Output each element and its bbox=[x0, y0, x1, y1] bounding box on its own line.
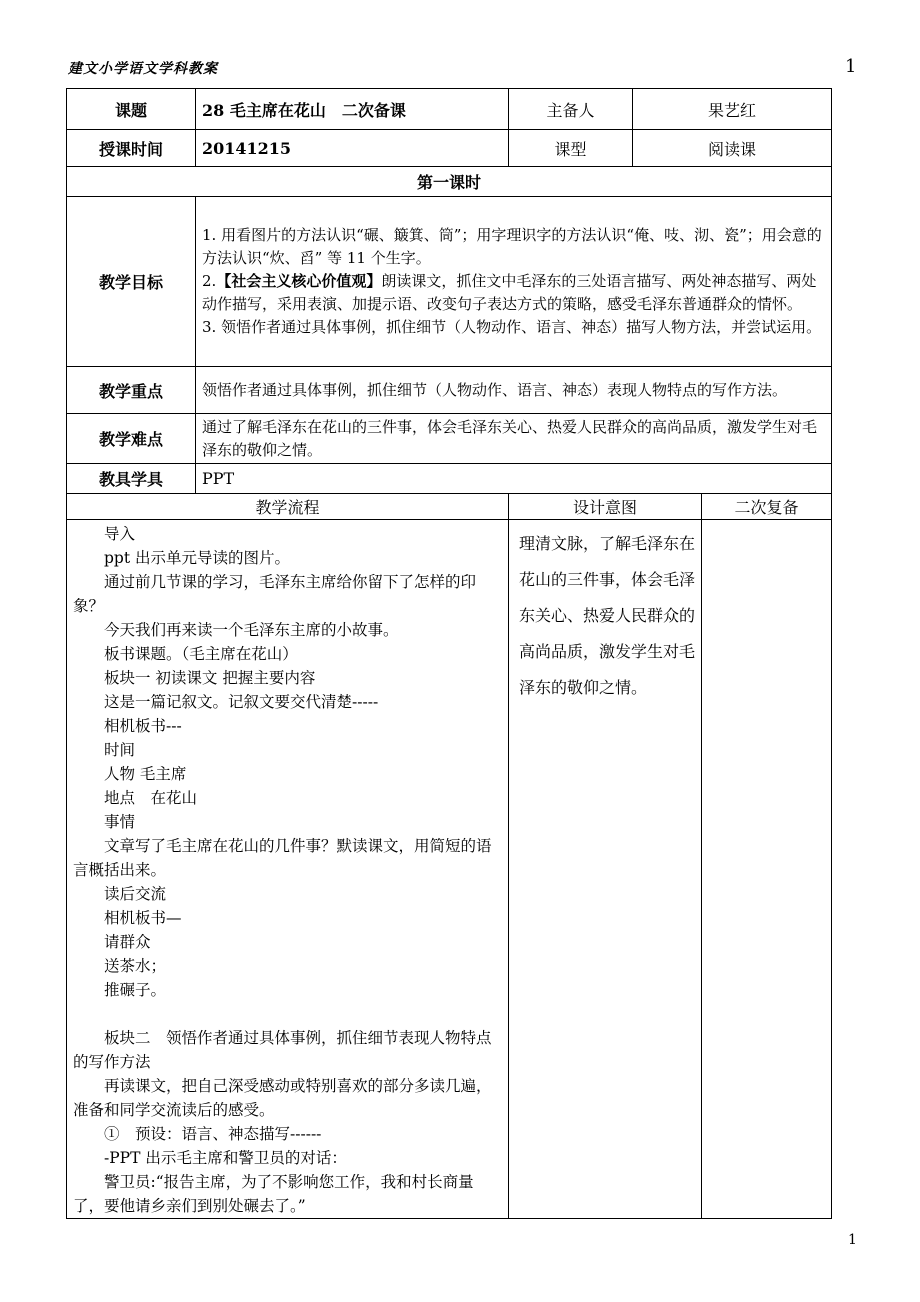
process-line: 通过前几节课的学习，毛泽东主席给你留下了怎样的印象？ bbox=[73, 573, 477, 615]
difficulty-label: 教学难点 bbox=[67, 414, 196, 464]
goals-content bbox=[196, 197, 832, 367]
school-header: 建文小学语文学科教案 bbox=[68, 61, 218, 77]
process-line: 时间 bbox=[104, 741, 136, 759]
process-header: 教学流程 bbox=[67, 494, 509, 520]
process-line: 相机板书— bbox=[104, 909, 182, 927]
process-line: 警卫员:“报告主席，为了不影响您工作，我和村长商量了，要他请乡亲们到别处碾去了。” bbox=[73, 1173, 474, 1215]
design-header: 设计意图 bbox=[509, 494, 702, 520]
second-prep-header: 二次复备 bbox=[702, 494, 832, 520]
lesson-plan-table bbox=[66, 88, 832, 1219]
preparer-value: 果艺红 bbox=[633, 89, 832, 130]
goal-2-tag: 【社会主义核心价值观】 bbox=[216, 272, 382, 290]
goal-1: 1. 用看图片的方法认识“碾、簸箕、筒”；用字理识字的方法认识“俺、吱、沏、瓷”；用会意的方法认识“炊、舀” 等 11 个生字。 bbox=[202, 226, 822, 267]
tools-text: PPT bbox=[196, 464, 832, 494]
time-label: 授课时间 bbox=[67, 130, 196, 167]
type-label: 课型 bbox=[509, 130, 633, 167]
tools-label: 教具学具 bbox=[67, 464, 196, 494]
process-line: 这是一篇记叙文。记叙文要交代清楚----- bbox=[104, 693, 379, 711]
process-line: 再读课文，把自己深受感动或特别喜欢的部分多读几遍，准备和同学交流读后的感受。 bbox=[73, 1077, 492, 1119]
section-title: 第一课时 bbox=[67, 167, 832, 197]
goal-2 bbox=[202, 270, 827, 316]
key-point-label: 教学重点 bbox=[67, 367, 196, 414]
page-number-top: 1 bbox=[845, 56, 857, 77]
process-line: 今天我们再来读一个毛泽东主席的小故事。 bbox=[104, 621, 399, 639]
process-content bbox=[67, 520, 509, 1219]
topic-label: 课题 bbox=[67, 89, 196, 130]
goal-2-number: 2. bbox=[202, 272, 217, 290]
process-line: 相机板书--- bbox=[104, 717, 182, 735]
process-line: 板书课题。（毛主席在花山） bbox=[104, 645, 298, 663]
process-line: 板块一 初读课文 把握主要内容 bbox=[104, 669, 316, 687]
process-line: 板块二 领悟作者通过具体事例，抓住细节表现人物特点的写作方法 bbox=[73, 1029, 492, 1071]
preparer-label: 主备人 bbox=[509, 89, 633, 130]
second-prep-cell bbox=[702, 520, 832, 1219]
blank-line bbox=[73, 1002, 502, 1026]
process-line: 请群众 bbox=[104, 933, 151, 951]
process-line: ① 预设：语言、神态描写------ bbox=[104, 1125, 322, 1143]
process-line: 送茶水； bbox=[104, 957, 167, 975]
type-value: 阅读课 bbox=[633, 130, 832, 167]
process-line: 读后交流 bbox=[104, 885, 167, 903]
difficulty-text: 通过了解毛泽东在花山的三件事，体会毛泽东关心、热爱人民群众的高尚品质，激发学生对毛泽东的敬仰之情。 bbox=[196, 414, 832, 464]
goals-label: 教学目标 bbox=[67, 197, 196, 367]
key-point-text: 领悟作者通过具体事例，抓住细节（人物动作、语言、神态）表现人物特点的写作方法。 bbox=[196, 367, 832, 414]
time-value: 20141215 bbox=[196, 130, 509, 167]
process-line: 人物 毛主席 bbox=[104, 765, 187, 783]
process-line: 事情 bbox=[104, 813, 136, 831]
process-line: 推碾子。 bbox=[104, 981, 167, 999]
topic-value: 28 毛主席在花山 二次备课 bbox=[196, 89, 509, 130]
process-line: ppt 出示单元导读的图片。 bbox=[104, 549, 291, 567]
process-line: 文章写了毛主席在花山的几件事？默读课文，用简短的语言概括出来。 bbox=[73, 837, 492, 879]
process-line: 导入 bbox=[104, 525, 136, 543]
process-line: 地点 在花山 bbox=[104, 789, 198, 807]
page-number-bottom: 1 bbox=[848, 1232, 857, 1248]
goal-2-text: 朗读课文，抓住文中毛泽东的三处语言描写、两处神态描写、两处动作描写，采用表演、加提示语、改变句子表达方式的策略，感受毛泽东普通群众的情怀。 bbox=[202, 272, 817, 313]
design-intent: 理清文脉，了解毛泽东在花山的三件事，体会毛泽东关心、热爱人民群众的高尚品质，激发学生对毛泽东的敬仰之情。 bbox=[509, 520, 702, 1219]
process-line: -PPT 出示毛主席和警卫员的对话： bbox=[104, 1149, 347, 1167]
goal-3: 3. 领悟作者通过具体事例，抓住细节（人物动作、语言、神态）描写人物方法，并尝试运用。 bbox=[202, 318, 822, 336]
